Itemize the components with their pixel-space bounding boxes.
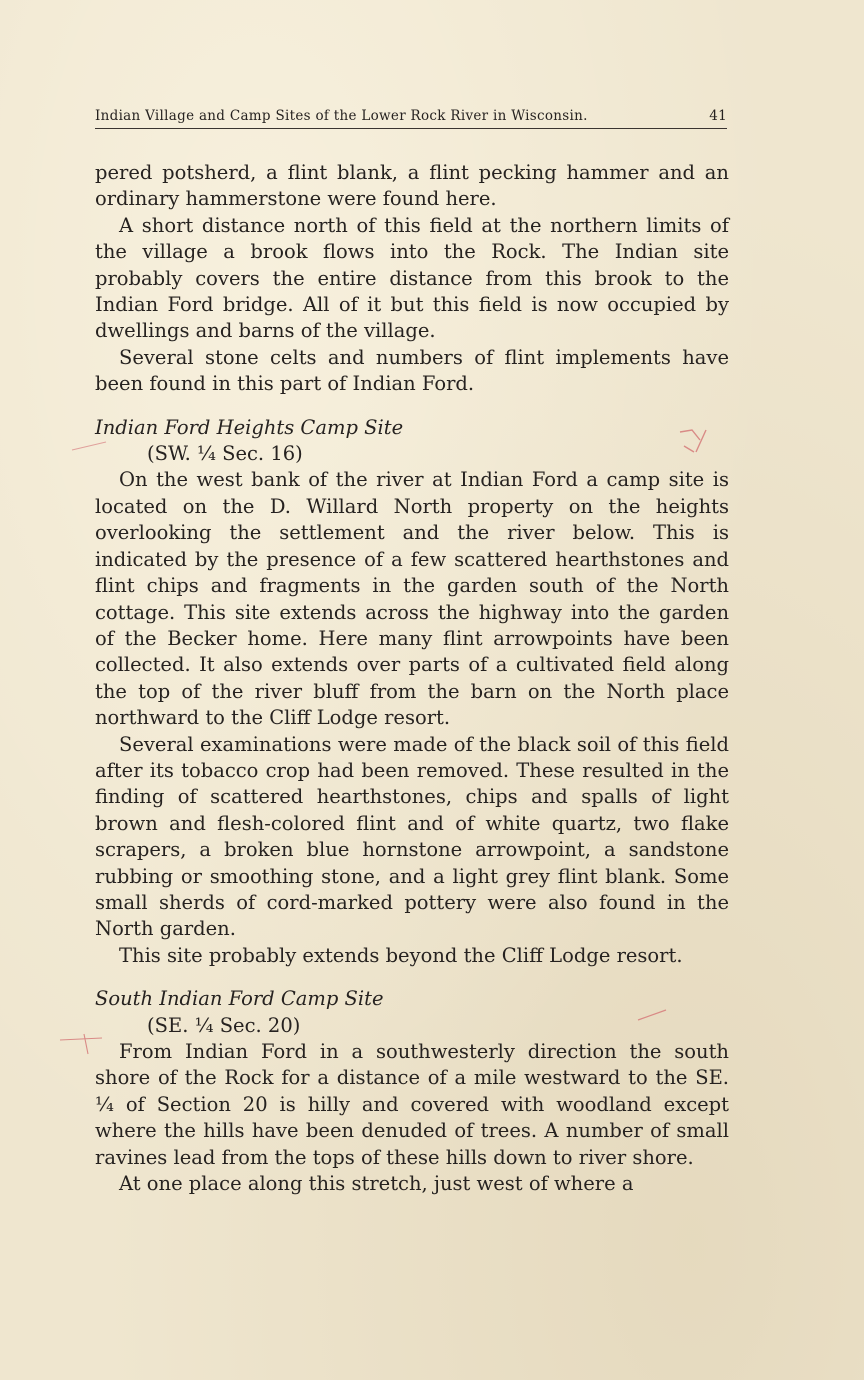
section-heading-south-indian-ford: South Indian Ford Camp Site	[95, 987, 384, 1011]
paragraph: At one place along this stretch, just west of where a	[119, 1172, 634, 1196]
page-body	[95, 160, 729, 1197]
paragraph: On the west bank of the river at Indian Ford a camp site is located on the D. Willard North property on the heights overlooking the settlement and the river below. This is indicated by the presence of a few scattered hearthstones and flint chips and fragments in the garden south of the North cottage. This site extends across the highway into the garden of the Becker home. Here many flint arrowpoints have been collected. It also extends over parts of a cultivated field along the top of the river bluff from the barn on the North place northward to the Cliff Lodge resort.	[95, 468, 729, 730]
section-location: (SE. ¼ Sec. 20)	[147, 1013, 301, 1037]
running-head	[95, 106, 727, 129]
paragraph: Several stone celts and numbers of flint implements have been found in this part of Indian Ford.	[95, 345, 729, 396]
paragraph: pered potsherd, a flint blank, a flint pecking hammer and an ordinary hammerstone were found here.	[95, 161, 729, 211]
page-number: 41	[709, 108, 727, 124]
pencil-check-mark-icon	[676, 418, 726, 468]
paragraph: Several examinations were made of the black soil of this field after its tobacco crop had been removed. These resulted in the finding of scattered hearthstones, chips and spalls of light brown and flesh-colored flint and of white quartz, two flake scrapers, a broken blue hornstone arrowpoint, a sandstone rubbing or smoothing stone, and a light grey flint blank. Some small sherds of cord-marked pottery were also found in the North garden.	[95, 732, 729, 941]
pencil-dash-mark-icon	[636, 1006, 676, 1026]
paragraph: From Indian Ford in a southwesterly direction the south shore of the Rock for a distance of a mile westward to the SE. ¼ of Section 20 is hilly and covered with woodland except where the hills have been denuded of trees. A number of small ravines lead from the tops of these hills down to river shore.	[95, 1040, 729, 1169]
pencil-dash-mark-icon	[58, 1030, 108, 1060]
running-title: Indian Village and Camp Sites of the Lower Rock River in Wisconsin.	[95, 108, 588, 124]
pencil-dash-mark-icon	[70, 432, 110, 472]
section-heading-indian-ford-heights: Indian Ford Heights Camp Site	[95, 415, 404, 439]
paragraph: A short distance north of this field at the northern limits of the village a brook flows into the Rock. The Indian site probably covers the entire distance from this brook to the Indian Ford bridge. All of it but this field is now occupied by dwellings and barns of the village.	[95, 213, 729, 343]
section-location: (SW. ¼ Sec. 16)	[147, 442, 303, 466]
paragraph: This site probably extends beyond the Cliff Lodge resort.	[119, 943, 683, 967]
